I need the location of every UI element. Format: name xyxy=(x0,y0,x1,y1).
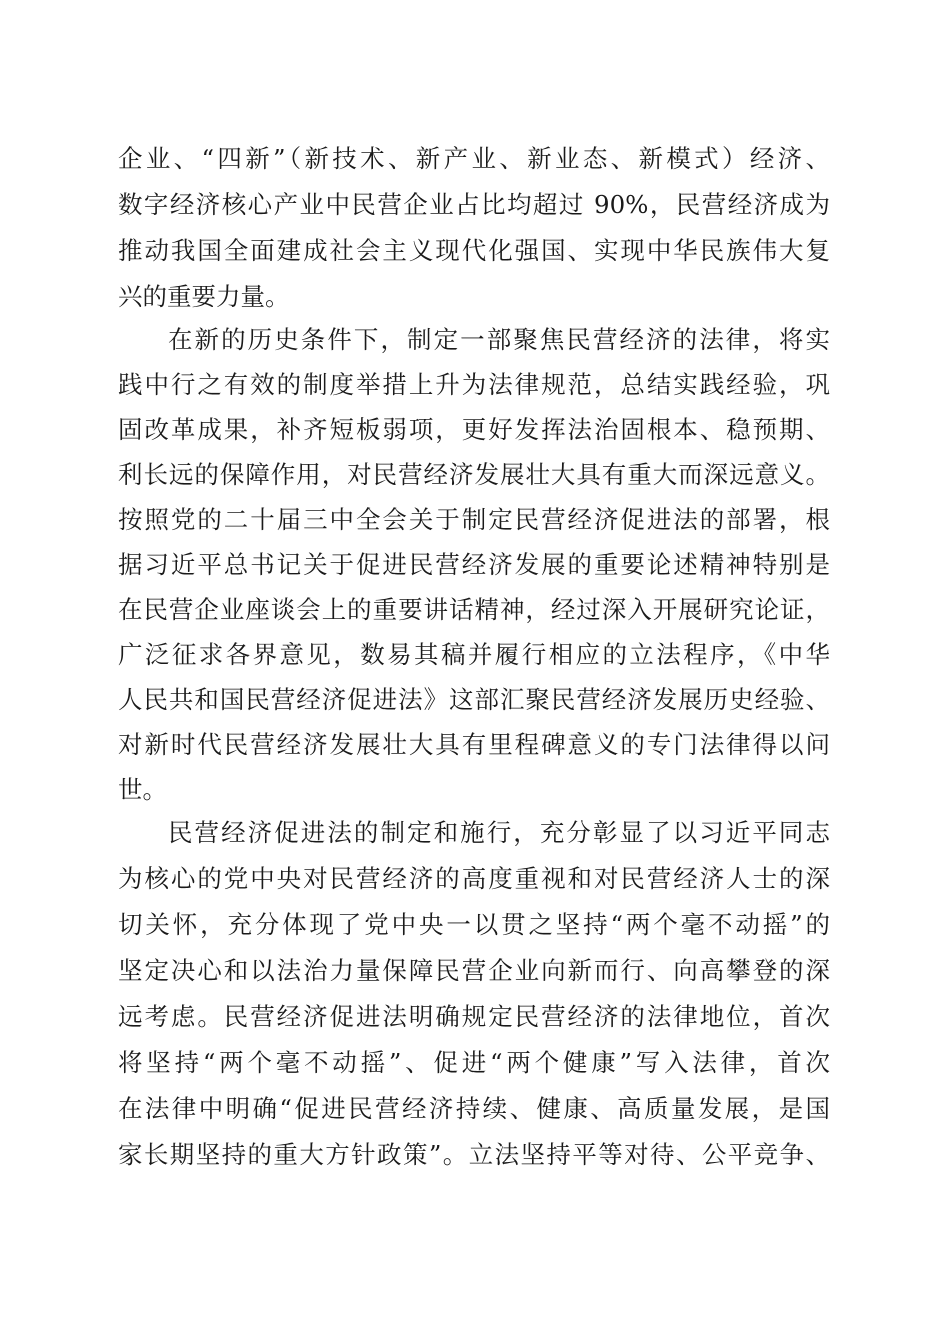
paragraph-3-line-2: 为核心的党中央对民营经济的高度重视和对民营经济人士的深 xyxy=(118,864,830,893)
paragraph-2-line-3: 固改革成果，补齐短板弱项，更好发挥法治固根本、稳预期、 xyxy=(118,415,830,444)
paragraph-1-line-1: 企业、“四新”（新技术、新产业、新业态、新模式）经济、 xyxy=(118,144,830,173)
paragraph-3-line-8: 家长期坚持的重大方针政策”。立法坚持平等对待、公平竞争、 xyxy=(118,1140,830,1169)
paragraph-3-line-5: 远考虑。民营经济促进法明确规定民营经济的法律地位，首次 xyxy=(118,1002,830,1031)
paragraph-2-line-2: 践中行之有效的制度举措上升为法律规范，总结实践经验，巩 xyxy=(118,370,830,399)
paragraph-2-line-7: 在民营企业座谈会上的重要讲话精神，经过深入开展研究论证， xyxy=(118,595,830,624)
paragraph-3-line-3: 切关怀，充分体现了党中央一以贯之坚持“两个毫不动摇”的 xyxy=(118,910,830,939)
paragraph-2-line-9: 人民共和国民营经济促进法》这部汇聚民营经济发展历史经验、 xyxy=(118,685,830,714)
paragraph-2-line-4: 利长远的保障作用，对民营经济发展壮大具有重大而深远意义。 xyxy=(118,460,830,489)
paragraph-1-line-3: 推动我国全面建成社会主义现代化强国、实现中华民族伟大复 xyxy=(118,236,830,265)
paragraph-3-line-4: 坚定决心和以法治力量保障民营企业向新而行、向高攀登的深 xyxy=(118,956,830,985)
paragraph-3-line-6: 将坚持“两个毫不动摇”、促进“两个健康”写入法律，首次 xyxy=(118,1048,830,1077)
paragraph-2-line-5: 按照党的二十届三中全会关于制定民营经济促进法的部署，根 xyxy=(118,505,830,534)
paragraph-2-line-1: 在新的历史条件下，制定一部聚焦民营经济的法律，将实 xyxy=(168,325,830,354)
paragraph-3-line-1: 民营经济促进法的制定和施行，充分彰显了以习近平同志 xyxy=(168,818,830,847)
paragraph-1-line-2: 数字经济核心产业中民营企业占比均超过 90%，民营经济成为 xyxy=(118,190,830,219)
paragraph-2-line-6: 据习近平总书记关于促进民营经济发展的重要论述精神特别是 xyxy=(118,550,830,579)
paragraph-2-line-10: 对新时代民营经济发展壮大具有里程碑意义的专门法律得以问 xyxy=(118,730,830,759)
paragraph-3-line-7: 在法律中明确“促进民营经济持续、健康、高质量发展，是国 xyxy=(118,1094,830,1123)
paragraph-2-line-8: 广泛征求各界意见，数易其稿并履行相应的立法程序，《中华 xyxy=(118,640,830,669)
paragraph-1-line-4: 兴的重要力量。 xyxy=(118,282,290,311)
paragraph-2-line-11: 世。 xyxy=(118,775,167,804)
